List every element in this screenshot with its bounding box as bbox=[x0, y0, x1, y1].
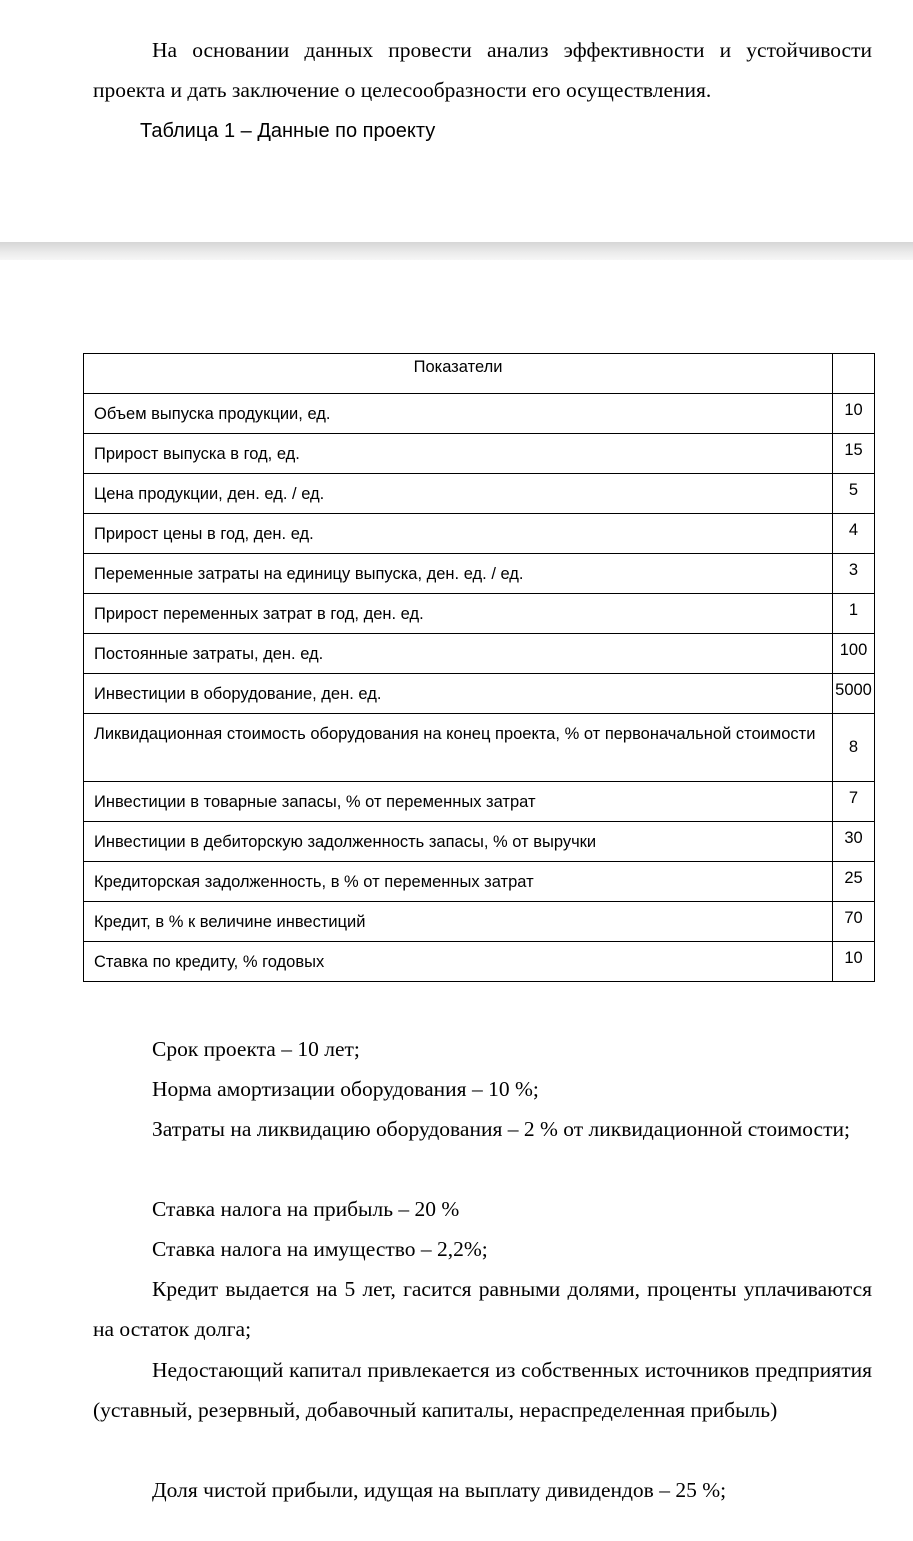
table-row bbox=[84, 394, 875, 434]
row-label: Инвестиции в товарные запасы, % от переменных затрат bbox=[84, 782, 833, 822]
row-label: Инвестиции в оборудование, ден. ед. bbox=[84, 674, 833, 714]
table-header-value bbox=[833, 354, 875, 394]
table-row bbox=[84, 634, 875, 674]
condition-property-tax: Ставка налога на имущество – 2,2%; bbox=[152, 1237, 488, 1261]
table-row bbox=[84, 594, 875, 634]
table-row bbox=[84, 782, 875, 822]
row-value: 15 bbox=[833, 434, 875, 474]
row-value: 10 bbox=[833, 942, 875, 982]
table-row bbox=[84, 942, 875, 982]
table-row bbox=[84, 822, 875, 862]
condition-profit-tax: Ставка налога на прибыль – 20 % bbox=[152, 1197, 460, 1221]
table-row bbox=[84, 862, 875, 902]
row-label: Объем выпуска продукции, ед. bbox=[84, 394, 833, 434]
table-row bbox=[84, 554, 875, 594]
condition-credit: Кредит выдается на 5 лет, гасится равными долями, проценты уплачиваются на остаток долга; bbox=[93, 1277, 872, 1341]
page-separator bbox=[0, 242, 913, 260]
row-value: 70 bbox=[833, 902, 875, 942]
table-header-row bbox=[84, 354, 875, 394]
table-row bbox=[84, 714, 875, 782]
row-value: 25 bbox=[833, 862, 875, 902]
condition-depreciation: Норма амортизации оборудования – 10 %; bbox=[152, 1077, 539, 1101]
row-label: Переменные затраты на единицу выпуска, ден. ед. / ед. bbox=[84, 554, 833, 594]
row-label: Прирост переменных затрат в год, ден. ед. bbox=[84, 594, 833, 634]
row-label: Кредиторская задолженность, в % от переменных затрат bbox=[84, 862, 833, 902]
document-page-top bbox=[0, 0, 913, 242]
row-label: Инвестиции в дебиторскую задолженность запасы, % от выручки bbox=[84, 822, 833, 862]
table-row bbox=[84, 474, 875, 514]
row-value: 30 bbox=[833, 822, 875, 862]
project-data-table bbox=[83, 353, 875, 982]
row-label: Ставка по кредиту, % годовых bbox=[84, 942, 833, 982]
row-value: 8 bbox=[833, 714, 875, 782]
row-value: 3 bbox=[833, 554, 875, 594]
condition-term: Срок проекта – 10 лет; bbox=[152, 1037, 360, 1061]
table-caption: Таблица 1 – Данные по проекту bbox=[140, 120, 436, 142]
row-label: Постоянные затраты, ден. ед. bbox=[84, 634, 833, 674]
condition-liquidation-costs: Затраты на ликвидацию оборудования – 2 % от ликвидационной стоимости; bbox=[152, 1117, 850, 1141]
row-value: 4 bbox=[833, 514, 875, 554]
row-value: 5 bbox=[833, 474, 875, 514]
table-header-label: Показатели bbox=[84, 354, 833, 394]
table-row bbox=[84, 434, 875, 474]
row-label: Ликвидационная стоимость оборудования на конец проекта, % от первоначальной стоимости bbox=[84, 714, 833, 782]
condition-dividends: Доля чистой прибыли, идущая на выплату дивидендов – 25 %; bbox=[152, 1478, 727, 1502]
table-row bbox=[84, 902, 875, 942]
table-row bbox=[84, 514, 875, 554]
row-value: 7 bbox=[833, 782, 875, 822]
row-value: 1 bbox=[833, 594, 875, 634]
row-label: Прирост цены в год, ден. ед. bbox=[84, 514, 833, 554]
row-value: 10 bbox=[833, 394, 875, 434]
row-value: 5000 bbox=[833, 674, 875, 714]
row-label: Кредит, в % к величине инвестиций bbox=[84, 902, 833, 942]
row-value: 100 bbox=[833, 634, 875, 674]
row-label: Цена продукции, ден. ед. / ед. bbox=[84, 474, 833, 514]
condition-missing-capital: Недостающий капитал привлекается из собственных источников предприятия (уставный, резервный, добавочный капиталы, нераспределенная прибыль) bbox=[93, 1358, 872, 1422]
intro-paragraph: На основании данных провести анализ эффективности и устойчивости проекта и дать заключение о целесообразности его осуществления. bbox=[93, 38, 872, 102]
row-label: Прирост выпуска в год, ед. bbox=[84, 434, 833, 474]
table-row bbox=[84, 674, 875, 714]
